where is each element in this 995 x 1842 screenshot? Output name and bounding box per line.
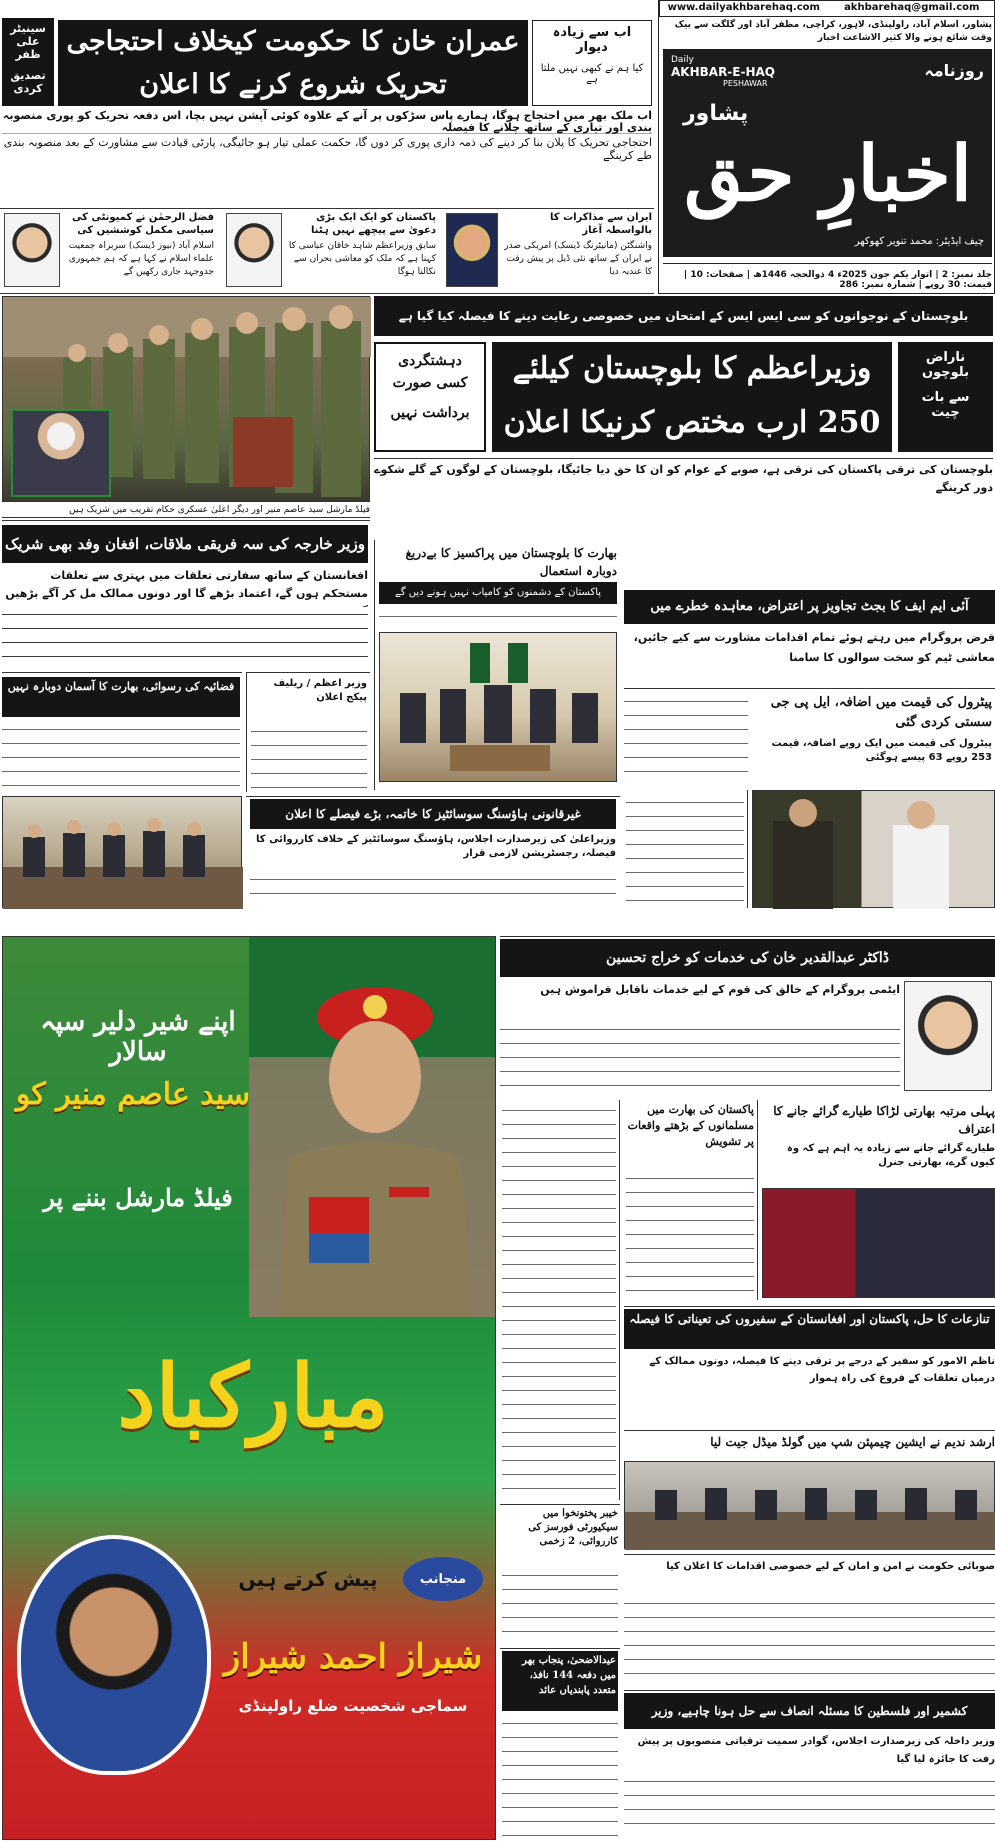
relief-text-lines xyxy=(251,723,367,789)
pm-visit-illustration xyxy=(380,633,618,783)
city-en: PESHAWAR xyxy=(723,79,768,88)
bottom-story xyxy=(624,1690,995,1840)
top-story-body-1: اب ملک بھر میں احتجاج ہوگا، ہمارے پاس سڑکوں پر آنے کے علاوہ کوئی آپشن نہیں بچا، اس دفعہ تحریک کو پوری منصوبہ بندی اور تیاری کے ساتھ چلانے کا فیصلہ xyxy=(2,109,652,134)
imf-headline: آئی ایم ایف کا بجٹ تجاویز پر اعتراض، معاہدہ خطرے میں xyxy=(624,590,995,624)
brief-text: اسلام آباد (نیوز ڈیسک) سربراہ جمعیت علماء اسلام نے کہا ہے کہ ہم جمہوری جدوجہد جاری رکھیں گے xyxy=(68,241,214,277)
side-line-2: سے بات چیت xyxy=(921,390,970,420)
ad-from-badge xyxy=(403,1557,483,1601)
qadeer-text-lines xyxy=(500,1021,900,1091)
brief-text: سابق وزیراعظم شاہد خاقان عباسی کا کہنا ہے کہ ملک کو معاشی بحران سے نکالنا ہوگا xyxy=(288,241,436,277)
ad-sponsor-role: سماجی شخصیت ضلع راولپنڈی xyxy=(238,1697,468,1715)
relief-headline: وزیر اعظم / ریلیف پیکج اعلان xyxy=(273,678,367,703)
chess-story xyxy=(624,1430,995,1550)
space-headline: فضائیہ کی رسوائی، بھارت کا آسمان دوبارہ نہیں xyxy=(2,677,240,717)
portrait-rana xyxy=(904,981,992,1091)
balochistan-headline: وزیراعظم کا بلوچستان کیلئے 250 ارب مختص کرنیکا اعلان xyxy=(492,342,892,452)
balochistan-tag xyxy=(374,342,486,452)
brief-item xyxy=(502,211,652,291)
top-story-headline: عمران خان کا حکومت کیخلاف احتجاجی تحریک شروع کرنے کا اعلان xyxy=(58,20,528,106)
portrait-fazl xyxy=(4,213,60,287)
brief-item xyxy=(286,211,436,291)
pm-visit-text-lines xyxy=(379,608,617,628)
relief-brief xyxy=(246,672,370,792)
ad-line-4: مبارکباد xyxy=(117,1346,389,1447)
daily-label: Daily xyxy=(671,55,694,65)
petrol-headline: پیٹرول کی قیمت میں اضافہ، ایل پی جی سستی کردی گئی xyxy=(770,695,992,730)
tag-line-1: دہشتگردی کسی صورت xyxy=(392,353,468,391)
kp-body-block xyxy=(624,1554,995,1686)
afghan-talks-text-lines xyxy=(2,607,368,667)
editions-line: پشاور، اسلام آباد، راولپنڈی، لاہور، کراچی، مظفر آباد اور گلگت سے بیک وقت شائع ہونے والا کثیر الاشاعت اخبار xyxy=(674,20,992,43)
jet-story xyxy=(762,1100,995,1300)
cabinet-story xyxy=(246,796,620,908)
army-ceremony-photo xyxy=(2,296,370,502)
top-story-kicker xyxy=(532,20,652,106)
kashmir-text-lines xyxy=(626,1170,754,1296)
afghan-talks-body: افغانستان کے ساتھ سفارتی تعلقات میں بہتری سے تعلقات مستحکم ہوں گے، اعتماد بڑھے گا اور دونوں ممالک مل کر آگے بڑھیں xyxy=(5,569,368,600)
briefs-row xyxy=(0,208,654,294)
tag-line-2: برداشت نہیں xyxy=(390,405,470,421)
meeting-photo-left xyxy=(2,796,242,908)
balochistan-body: بلوچستان کی ترقی پاکستان کی ترقی ہے، صوبے کے عوام کو ان کا حق دیا جائیگا، بلوچستان کے لوگوں کے گلے شکوے دور کرینگے xyxy=(374,458,993,512)
brief-text: واشنگٹن (مانیٹرنگ ڈیسک) امریکی صدر نے ایران کے ساتھ نئی ڈیل پر پیش رفت کا عندیہ دیا xyxy=(504,241,652,277)
diplomacy-story xyxy=(624,1306,995,1426)
kicker-left: اب سے زیادہ دیوار xyxy=(552,25,632,55)
kashmir-headline: پاکستان کی بھارت میں مسلمانوں کے بڑھتے واقعات پر تشویش xyxy=(627,1103,754,1148)
army-photo-caption: فیلڈ مارشل سید عاصم منیر اور دیگر اعلیٰ عسکری حکام تقریب میں شریک ہیں xyxy=(2,504,370,518)
portrait-trump xyxy=(446,213,498,287)
kp-body: صوبائی حکومت نے امن و امان کے لیے خصوصی اقدامات کا اعلان کیا xyxy=(666,1561,995,1572)
jet-headline: پہلی مرتبہ بھارتی لڑاکا طیارے گرائے جانے کا اعتراف xyxy=(773,1104,995,1136)
balochistan-side xyxy=(898,342,993,452)
field-marshal-portrait xyxy=(249,937,495,1317)
afghan-talks-headline: وزیر خارجہ کی سہ فریقی ملاقات، افغان وفد بھی شریک xyxy=(2,525,368,563)
jet-sub: طیارے گرائے جانے سے زیادہ یہ اہم ہے کہ وہ کیوں گرے، بھارتی جنرل xyxy=(786,1143,995,1168)
pm-visit-photo xyxy=(379,632,617,782)
top-story-side-badge xyxy=(2,18,54,106)
balochistan-lead xyxy=(374,296,995,532)
top-story-body-2: احتجاجی تحریک کا پلان بنا کر دینے کی ذمہ داری پوری کر دوں گا، حکمت عملی تیار ہو جائیگی، پارٹی قیادت سے مشاورت کے بعد منصوبہ بندی طے کرینگے xyxy=(3,136,652,162)
editor-line: چیف ایڈیٹر: محمد تنویر کھوکھر xyxy=(854,236,984,247)
cabinet-text-lines xyxy=(250,871,616,907)
space-story xyxy=(2,672,242,792)
kp-headline: خیبر پختونخوا میں سیکیورٹی فورسز کی کارروائی، 2 زخمی xyxy=(528,1508,618,1547)
chess-photo xyxy=(624,1461,995,1549)
eid-headline: عیدالاضحیٰ، پنجاب بھر میں دفعہ 144 نافذ، متعدد پابندیاں عائد xyxy=(502,1651,618,1711)
kp-story xyxy=(500,1504,620,1644)
ad-sponsor-name: شیراز احمد شیراز xyxy=(223,1637,483,1677)
masthead-block xyxy=(663,49,992,257)
kp-text-lines xyxy=(502,1567,618,1641)
side-column-briefs xyxy=(500,1100,620,1500)
ad-presents: پیش کرتے ہیں xyxy=(238,1567,378,1591)
eid-story xyxy=(500,1648,620,1840)
masthead-title: اخبارِ حق xyxy=(684,129,972,218)
afghan-talks-story xyxy=(2,520,370,670)
ad-line-1: اپنے شیر دلیر سپہ سالار xyxy=(40,1007,236,1067)
portrait-abbasi xyxy=(226,213,282,287)
pm-visit-sub: پاکستان کے دشمنوں کو کامیاب نہیں ہونے دیں گے xyxy=(379,582,617,604)
ad-from-label: منجانب xyxy=(419,1571,467,1587)
petrol-side-lines xyxy=(624,693,748,783)
roznama-label: روزنامہ xyxy=(924,61,984,80)
rules-brief xyxy=(624,790,748,908)
masthead-website[interactable]: www.dailyakhbarehaq.com xyxy=(659,1,828,16)
rules-text-lines xyxy=(626,794,744,904)
qadeer-story xyxy=(500,936,995,1096)
brand-en: AKHBAR-E-HAQ xyxy=(671,65,775,79)
brief-title: فضل الرحمٰن نے کمیونٹی کی سیاسی مکمل کوششیں کی xyxy=(72,212,214,236)
kicker-sub: کیا ہم نے کبھی نہیں ملتا ہے xyxy=(540,63,644,85)
chess-headline: ارشد ندیم نے ایشین چیمپئن شپ میں گولڈ میڈل جیت لیا xyxy=(710,1435,995,1449)
cabinet-headline: غیرقانونی ہاؤسنگ سوسائٹیز کا خاتمہ، بڑے فیصلے کا اعلان xyxy=(250,799,616,829)
qadeer-headline: ڈاکٹر عبدالقدیر خان کی خدمات کو خراج تحسین xyxy=(500,939,995,977)
balochistan-strip: بلوچستان کے نوجوانوں کو سی ایس ایس کے امتحان میں خصوصی رعایت دینے کا فیصلہ کیا گیا ہے xyxy=(374,296,993,336)
inset-photo-speaker xyxy=(11,409,111,497)
space-text-lines xyxy=(2,721,240,789)
cabinet-body: وزیراعلیٰ کی زیرصدارت اجلاس، ہاؤسنگ سوسائٹیز کے خلاف کارروائی کا فیصلہ، رجسٹریشن لازمی قرار xyxy=(256,834,616,859)
meeting-illustration xyxy=(3,797,243,909)
petrol-sub: پیٹرول کی قیمت میں ایک روپے اضافہ، قیمت 253 روپے 63 پیسے ہوگئی xyxy=(771,738,992,763)
side-line-1: ناراض بلوچوں xyxy=(922,350,969,380)
eid-text-lines xyxy=(502,1715,618,1837)
side-badge-1: سینیٹر علی ظفر xyxy=(10,22,46,61)
sponsor-photo xyxy=(17,1535,211,1775)
imf-story xyxy=(624,540,995,690)
top-story xyxy=(0,0,654,210)
jet-photo xyxy=(762,1188,995,1298)
brief-title: ایران سے مذاکرات کا بالواسطہ آغاز xyxy=(550,212,652,236)
masthead xyxy=(658,0,995,294)
bottom-headline: کشمیر اور فلسطین کا مسئلہ انصاف سے حل ہونا چاہیے، وزیر xyxy=(624,1693,995,1729)
diplomacy-body: ناظم الامور کو سفیر کے درجے پر ترقی دینے کا فیصلہ، دونوں ممالک کے درمیان تعلقات کے فروغ کی راہ ہموار xyxy=(649,1356,995,1384)
bottom-body: وزیر داخلہ کی زیرصدارت اجلاس، گوادر سمیت ترقیاتی منصوبوں پر پیش رفت کا جائزہ لیا گیا xyxy=(637,1736,995,1765)
issue-line: جلد نمبر: 2 | اتوار یکم جون 2025ء 4 ذوالحجہ 1446ھ | صفحات: 10 | قیمت: 30 روپے | شمارہ نمبر: 286 xyxy=(663,263,992,290)
pm-visit-story xyxy=(374,540,620,790)
general-illustration xyxy=(753,791,995,909)
qadeer-body: ایٹمی پروگرام کے خالق کی قوم کے لیے خدمات ناقابل فراموش ہیں xyxy=(540,983,900,996)
ad-line-3: فیلڈ مارشل بننے پر xyxy=(43,1183,233,1212)
ad-line-2: سید عاصم منیر کو xyxy=(15,1077,251,1112)
conference-illustration xyxy=(625,1462,995,1550)
kp-body-lines xyxy=(624,1595,995,1683)
side-badge-2: تصدیق کردی xyxy=(10,69,46,95)
imf-body: قرض پروگرام میں رہتے ہوئے تمام اقدامات مشاورت سے کیے جائیں، معاشی ٹیم کو سخت سوالوں کا سامنا xyxy=(633,631,995,664)
city-ur: پشاور xyxy=(683,101,749,126)
brief-item xyxy=(64,211,214,291)
field-marshal-illustration xyxy=(249,937,495,1317)
kashmir-story xyxy=(624,1100,758,1300)
masthead-email[interactable]: akhbarehaq@gmail.com xyxy=(844,2,980,13)
petrol-story xyxy=(624,688,995,788)
bottom-text-lines xyxy=(624,1773,995,1837)
diplomacy-headline: تنازعات کا حل، پاکستان اور افغانستان کے سفیروں کی تعیناتی کا فیصلہ xyxy=(624,1309,995,1349)
pm-visit-headline: بھارت کا بلوچستان میں پراکسیز کا بےدریغ دوبارہ استعمال xyxy=(405,546,617,578)
congratulations-ad xyxy=(2,936,496,1840)
brief-title: پاکستان کو ایک ایک بڑی دعویٰ سے پیچھے نہیں ہٹنا xyxy=(311,212,436,236)
general-photo xyxy=(752,790,995,908)
side-column-lines xyxy=(502,1102,616,1496)
